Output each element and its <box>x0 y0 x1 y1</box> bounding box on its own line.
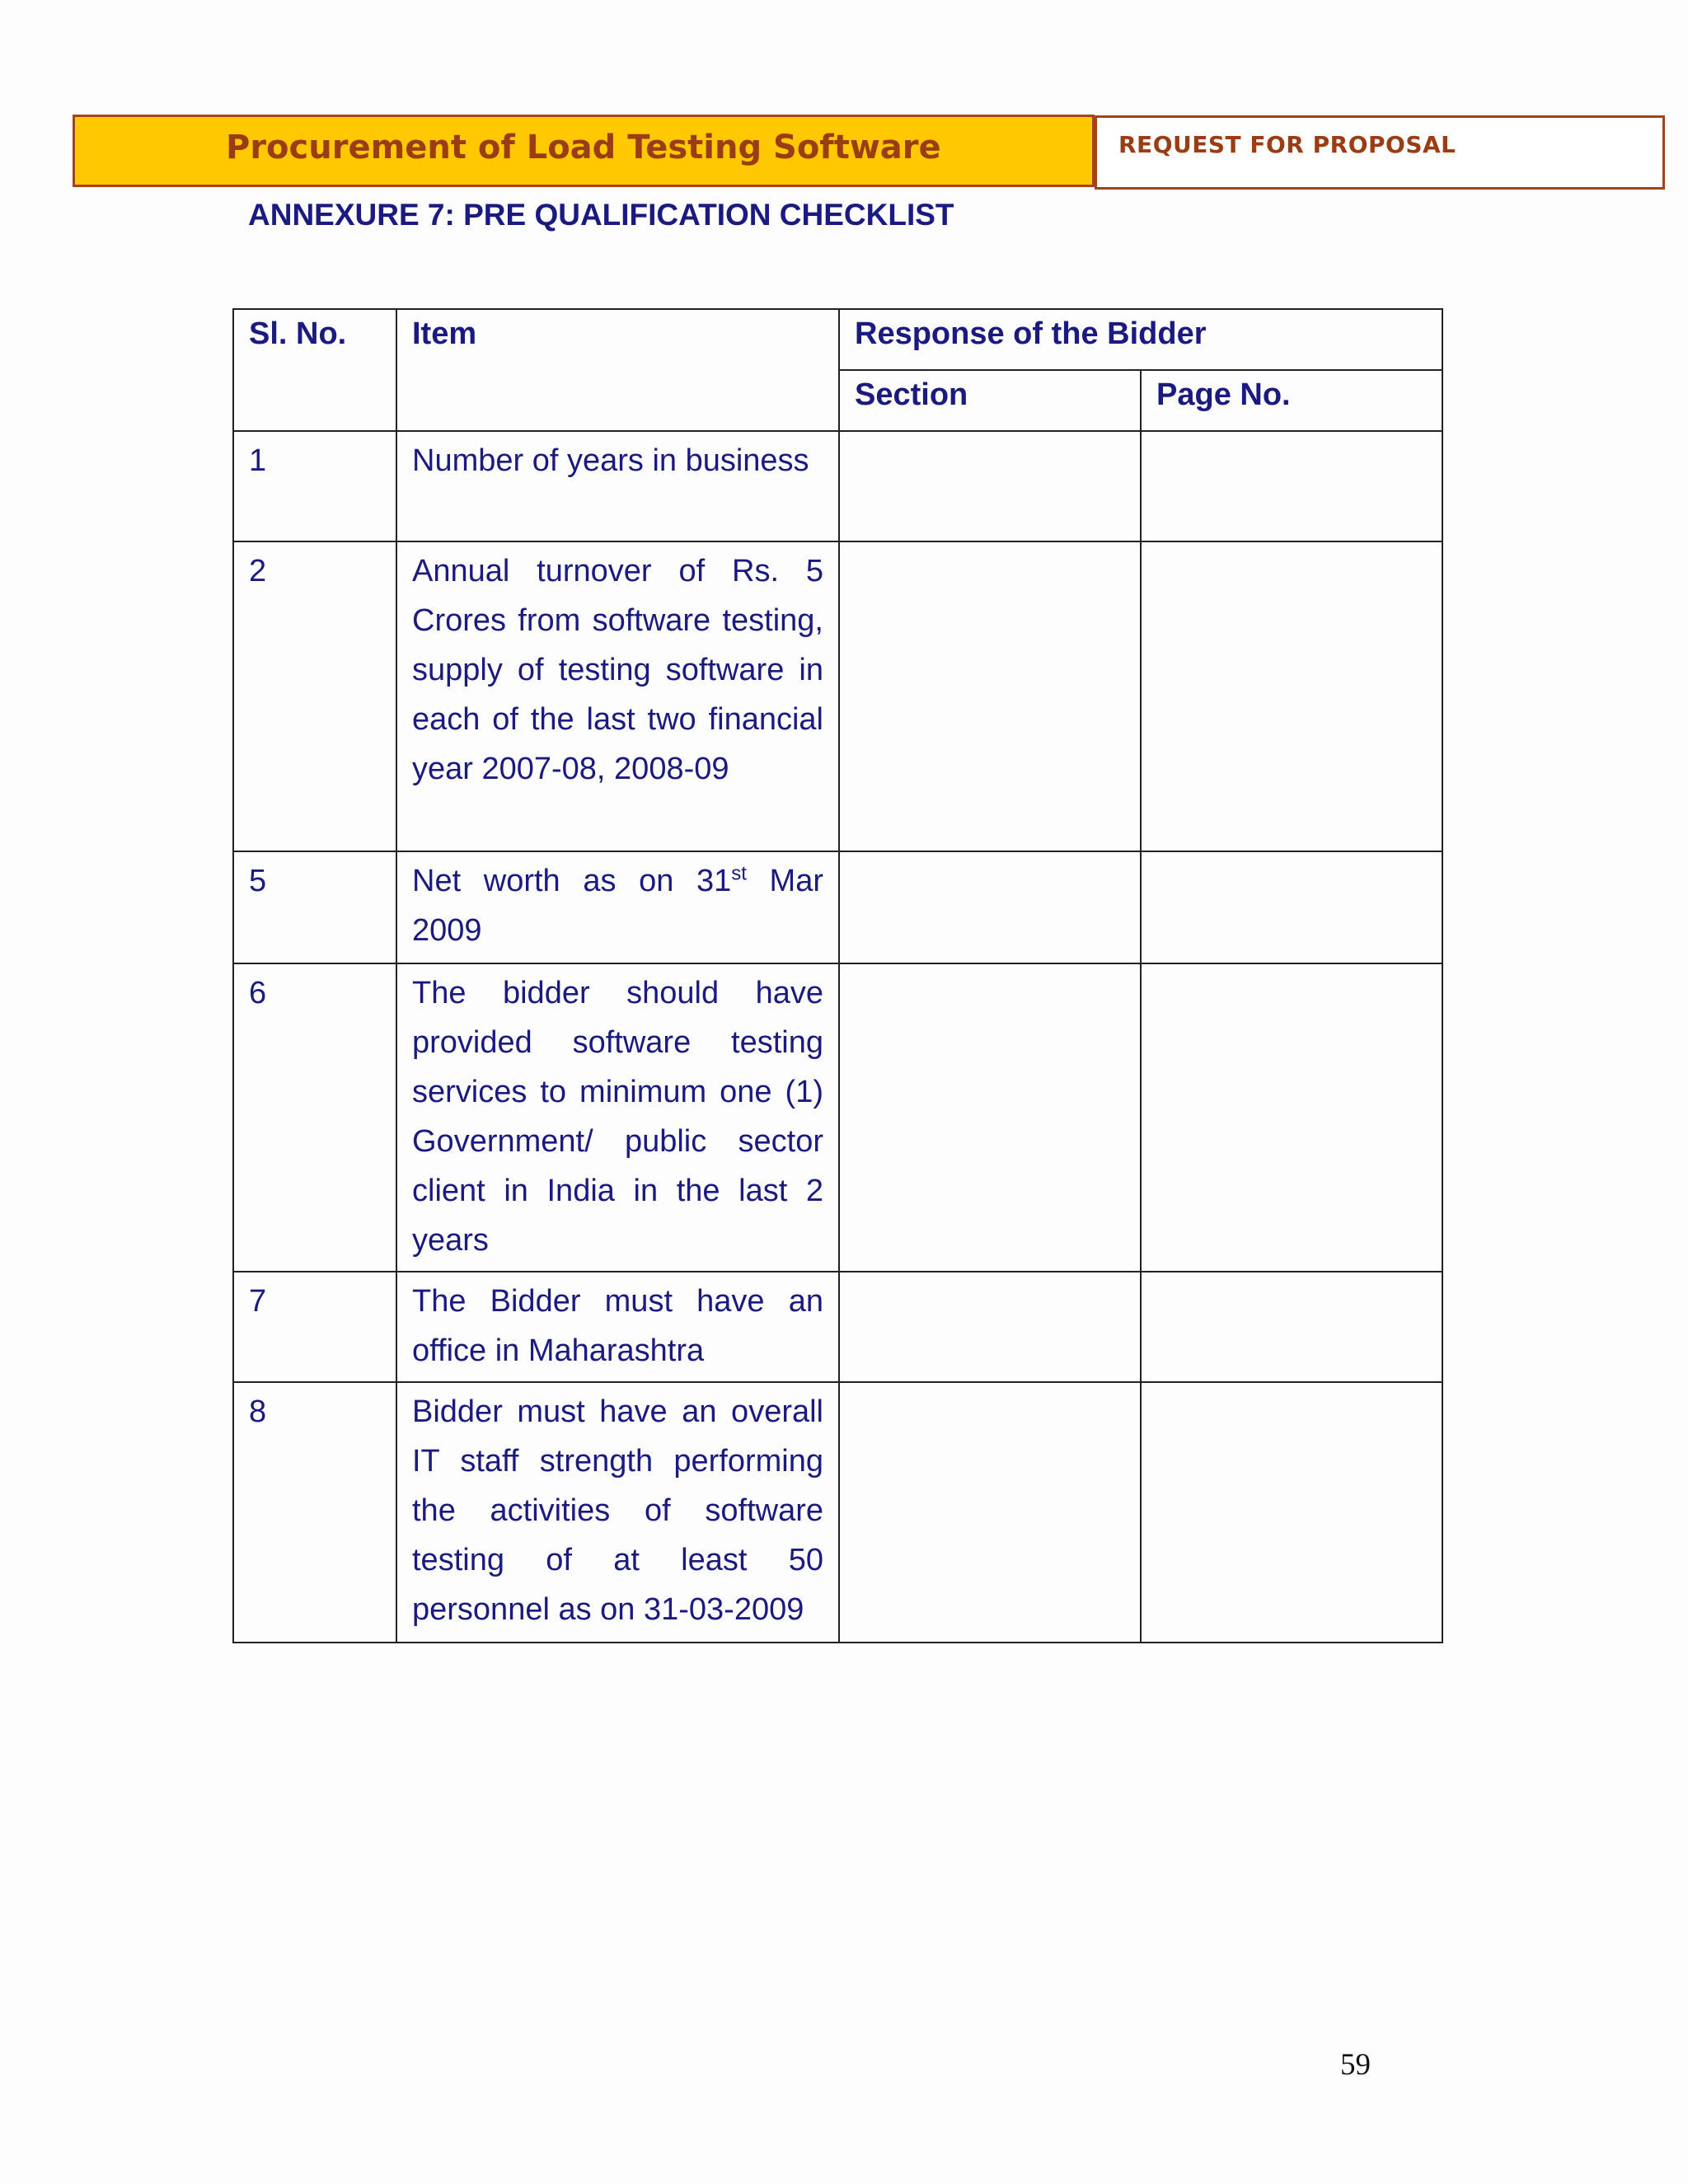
cell-sl: 2 <box>233 541 396 851</box>
cell-page-no[interactable] <box>1141 851 1442 963</box>
cell-section[interactable] <box>839 1272 1141 1382</box>
cell-item: The Bidder must have an office in Maharashtra <box>396 1272 839 1382</box>
cell-page-no[interactable] <box>1141 963 1442 1272</box>
header-title: Procurement of Load Testing Software <box>226 129 941 166</box>
cell-item <box>396 851 839 963</box>
header-page-no: Page No. <box>1141 370 1442 431</box>
table-row <box>233 963 1442 1272</box>
header-section: Section <box>839 370 1141 431</box>
item-text-superscript: st <box>731 862 747 885</box>
cell-page-no[interactable] <box>1141 1272 1442 1382</box>
item-text-suffix: Mar 2009 <box>412 864 823 948</box>
cell-page-no[interactable] <box>1141 431 1442 541</box>
cell-page-no[interactable] <box>1141 541 1442 851</box>
cell-section[interactable] <box>839 431 1141 541</box>
prequalification-table <box>232 308 1443 1643</box>
table-row <box>233 1382 1442 1643</box>
cell-section[interactable] <box>839 541 1141 851</box>
cell-section[interactable] <box>839 963 1141 1272</box>
cell-sl: 1 <box>233 431 396 541</box>
cell-section[interactable] <box>839 851 1141 963</box>
annexure-title: ANNEXURE 7: PRE QUALIFICATION CHECKLIST <box>248 198 954 232</box>
cell-item: Annual turnover of Rs. 5 Crores from software testing, supply of testing software in each of the last two financial year 2007-08, 2008-09 <box>396 541 839 851</box>
header-sl-no: Sl. No. <box>233 309 396 431</box>
header-doc-type-box <box>1095 115 1665 190</box>
table-header-row <box>233 309 1442 370</box>
table-row <box>233 851 1442 963</box>
cell-item: Bidder must have an overall IT staff strength performing the activities of software testing of at least 50 personnel as on 31-03-2009 <box>396 1382 839 1643</box>
table-row <box>233 1272 1442 1382</box>
header-title-box <box>73 115 1095 187</box>
table-row <box>233 431 1442 541</box>
cell-item: Number of years in business <box>396 431 839 541</box>
table-row <box>233 541 1442 851</box>
page-number: 59 <box>1340 2048 1371 2082</box>
header-response: Response of the Bidder <box>839 309 1442 370</box>
header-doc-type: REQUEST FOR PROPOSAL <box>1118 131 1456 158</box>
header-item: Item <box>396 309 839 431</box>
cell-sl: 8 <box>233 1382 396 1643</box>
item-text-prefix: Net worth as on 31 <box>412 864 732 898</box>
cell-sl: 6 <box>233 963 396 1272</box>
cell-sl: 7 <box>233 1272 396 1382</box>
cell-page-no[interactable] <box>1141 1382 1442 1643</box>
cell-section[interactable] <box>839 1382 1141 1643</box>
cell-sl: 5 <box>233 851 396 963</box>
cell-item: The bidder should have provided software testing services to minimum one (1) Government/ public sector client in India in the last 2 years <box>396 963 839 1272</box>
